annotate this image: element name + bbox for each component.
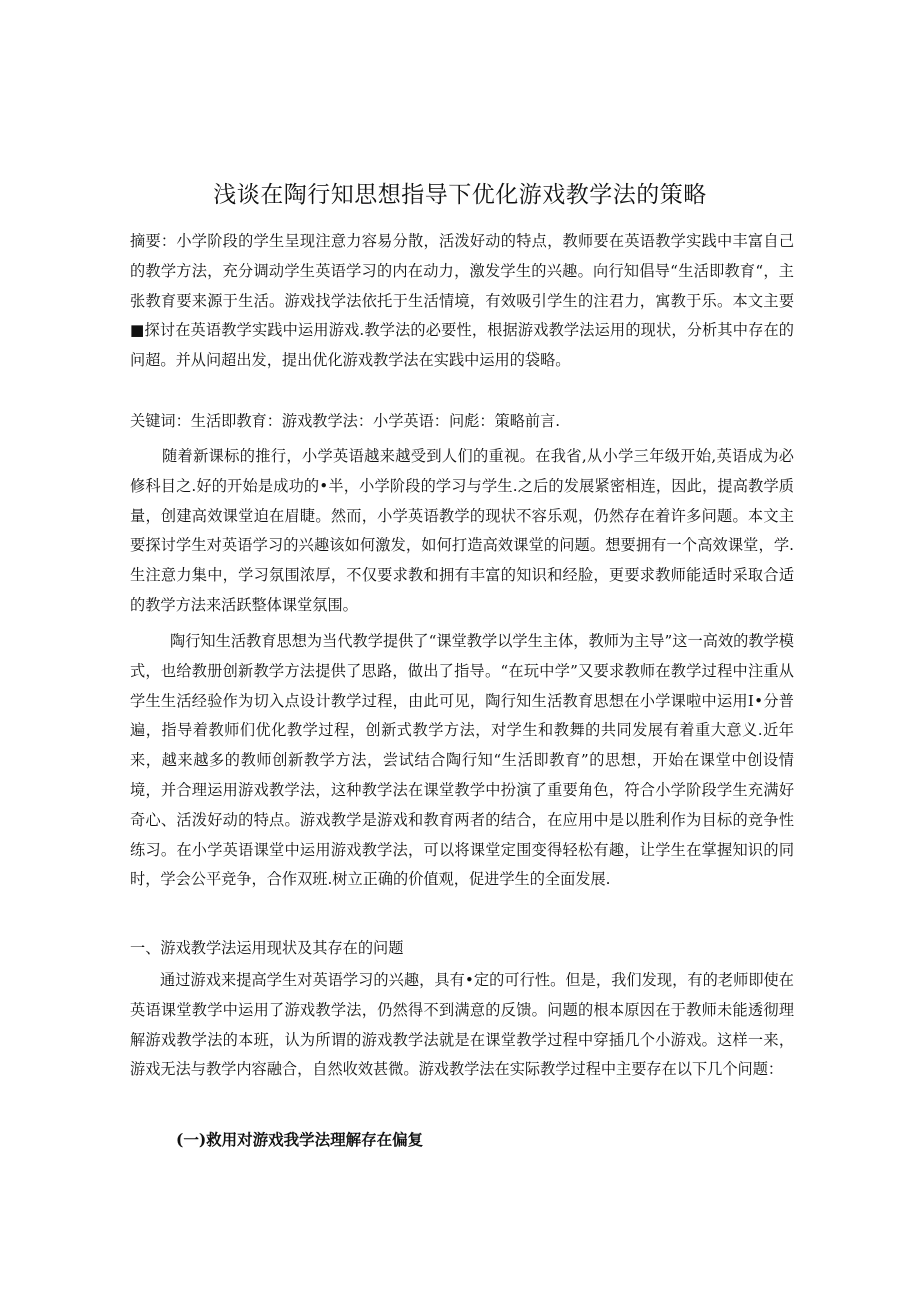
section-heading-1: 一、游戏教学法运用现状及其存在的问题 [130, 939, 404, 957]
section-1-paragraph: 通过游戏来提高学生对英语学习的兴趣，具有•定的可行性。但是，我们发现，有的老师即使在英语课堂教学中运用了游戏教学法，仍然得不到满意的反馈。问题的根本原因在于教师未能透彻理解游戏教学法的本班，认为所谓的游戏教学法就是在课堂教学过程中穿插几个小游戏。这样一来，游戏无法与教学内容融合，自然收效甚微。游戏教学法在实际教学过程中主要存在以下几个问题： [130, 971, 794, 1079]
page-title: 浅谈在陶行知思想指导下优化游戏教学法的策略 [213, 182, 707, 208]
intro-paragraph-1: 随着新课标的推行，小学英语越来越受到人们的重视。在我省,从小学三年级开始,英语成为必修科目之.好的开始是成功的•半，小学阶段的学习与学生.之后的发展紧密相连，因此，提高教学质量，创建高效课堂迫在眉睫。然而，小学英语教学的现状不容乐观，仍然存在着许多问题。本文主要探讨学生对英语学习的兴趣该如何激发，如何打造高效课堂的问题。想要拥有一个高效课堂，学.生注意力集中，学习氛围浓厚，不仅要求教和拥有丰富的知识和经脸，更要求教师能适时采取合适的教学方法来活跃整体课堂氛围。 [130, 447, 794, 614]
intro-paragraph-2: 陶行知生活教育思想为当代教学提供了“课堂教学以学生主体，教师为主导”这一高效的教学模式，也给教册创新教学方法提供了思路，做出了指导。“在玩中学”又要求教师在教学过程中注重从学生生活经验作为切入点设计教学过程，由此可见，陶行知生活教育思想在小学课啦中运用Ⅰ•分普遍，指导着教师们优化教学过程，创新式教学方法，对学生和教舞的共同发展有着重大意义.近年来，越来越多的教师创新教学方法，尝试结合陶行知“生活即教育”的思想，开始在课堂中创设情境，并合理运用游戏教学法，这种教学法在课堂教学中扮演了重要角色，符合小学阶段学生充满好奇心、活泼好动的特点。游戏教学是游戏和教育两者的结合，在应用中是以胜利作为目标的竞争性练习。在小学英语课堂中运用游戏教学法，可以将课堂定围变得轻松有趣，让学生在掌握知识的同时，学会公平竞争，合作双班.树立正确的价值观，促进学生的全面发展. [130, 632, 794, 889]
subsection-heading-1: (一)救用对游戏我学法理解存在偏复 [176, 1130, 424, 1149]
keywords-line: 关键词：生活即教育：游戏教学法：小学英语：问彪：策略前言. [130, 412, 561, 430]
abstract-paragraph: 摘要：小学阶段的学生呈现注意力容易分散，活泼好动的特点，教师要在英语教学实践中丰富自己的教学方法，充分调动学生英语学习的内在动力，激发学生的兴趣。向行知倡导“生活即教育“，主张教育要来源于生活。游戏找学法依托于生活情境，有效吸引学生的注君力，寓教于乐。本文主要■探讨在英语教学实践中运用游戏.教学法的必要性，根据游戏教学法运用的现状，分析其中存在的问超。并从问超出发，提出优化游戏教学法在实践中运用的袋略。 [130, 232, 794, 370]
